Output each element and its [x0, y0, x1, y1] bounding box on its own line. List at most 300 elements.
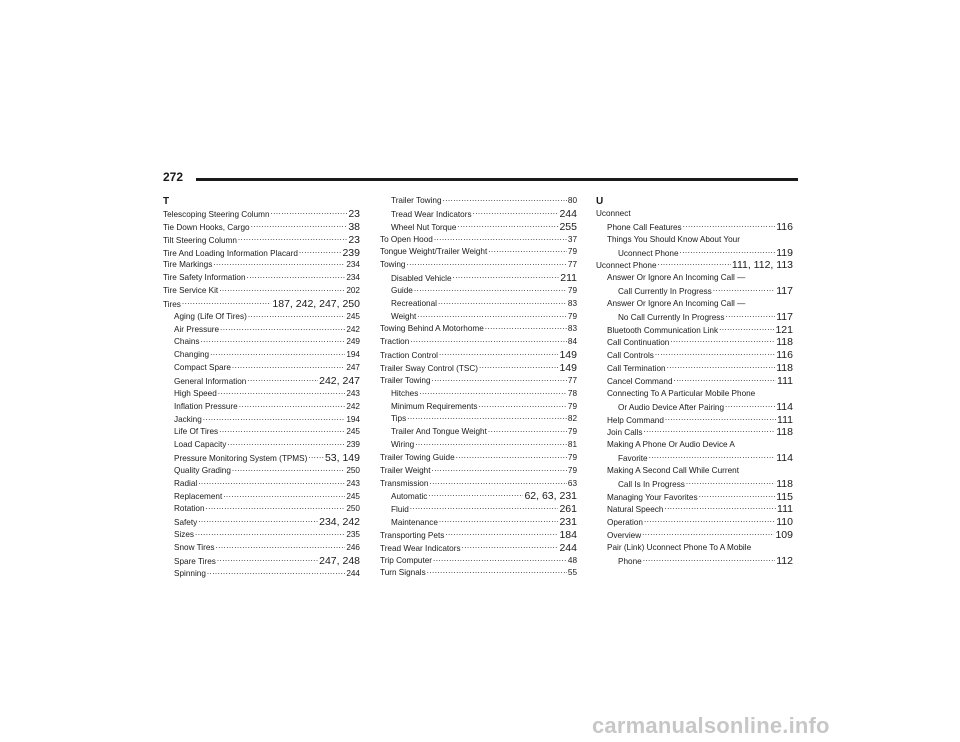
- index-subentry: [163, 388, 360, 401]
- entry-page-numbers: 244: [346, 568, 360, 578]
- dot-leader: [649, 452, 776, 465]
- entry-page-numbers: 234, 242: [319, 516, 360, 529]
- index-subentry: [596, 414, 793, 427]
- entry-page-numbers: 111: [777, 413, 793, 426]
- entry-term: Minimum Requirements: [391, 401, 478, 411]
- dot-leader: [407, 259, 567, 272]
- entry-term: Making A Second Call While Current: [607, 465, 739, 475]
- index-entry: [380, 555, 577, 568]
- dot-leader: [415, 439, 567, 452]
- entry-term: Tongue Weight/Trailer Weight: [380, 247, 488, 257]
- entry-page-numbers: 81: [567, 440, 577, 450]
- entry-page-numbers: 117: [776, 310, 793, 323]
- index-subentry: [163, 324, 360, 337]
- entry-term: Turn Signals: [380, 568, 426, 578]
- entry-term: Rotation: [174, 504, 205, 514]
- index-subentry: [163, 465, 360, 478]
- index-subentry-continuation: [596, 401, 793, 414]
- dot-leader: [407, 413, 567, 426]
- entry-page-numbers: 79: [567, 452, 577, 462]
- index-subentry: [596, 529, 793, 542]
- index-subentry: [596, 324, 793, 337]
- dot-leader: [247, 375, 318, 388]
- entry-page-numbers: 84: [567, 337, 577, 347]
- index-subentry: [380, 195, 577, 208]
- entry-page-numbers: 83: [567, 324, 577, 334]
- index-entry: [380, 529, 577, 542]
- dot-leader: [457, 221, 558, 234]
- index-subentry: [163, 529, 360, 542]
- entry-term: Trip Computer: [380, 555, 433, 565]
- entry-term: Trailer Sway Control (TSC): [380, 363, 478, 373]
- entry-term: Natural Speech: [607, 505, 664, 515]
- entry-term: Jacking: [174, 414, 202, 424]
- index-subentry: [380, 221, 577, 234]
- index-entry: [163, 298, 360, 311]
- entry-page-numbers: 249: [346, 337, 360, 347]
- index-subentry: [380, 311, 577, 324]
- index-entry: [380, 234, 577, 247]
- entry-term: Radial: [174, 478, 198, 488]
- index-entry: [163, 272, 360, 285]
- entry-term: Safety: [174, 518, 198, 528]
- dot-leader: [308, 452, 324, 465]
- dot-leader: [198, 478, 345, 491]
- dot-leader: [665, 414, 776, 427]
- index-subentry: [596, 426, 793, 439]
- entry-term: Tread Wear Indicators: [391, 209, 472, 219]
- entry-page-numbers: 79: [567, 247, 577, 257]
- index-subentry: [163, 439, 360, 452]
- dot-leader: [239, 401, 346, 414]
- entry-page-numbers: 118: [776, 426, 793, 439]
- entry-page-numbers: 242, 247: [319, 374, 360, 387]
- index-entry: [380, 349, 577, 362]
- dot-leader: [227, 439, 345, 452]
- entry-page-numbers: 79: [567, 285, 577, 295]
- entry-page-numbers: 149: [559, 361, 577, 374]
- entry-page-numbers: 37: [567, 234, 577, 244]
- dot-leader: [201, 336, 346, 349]
- dot-leader: [488, 426, 567, 439]
- entry-page-numbers: 118: [776, 336, 793, 349]
- index-entry: [380, 246, 577, 259]
- index-subentry: [380, 516, 577, 529]
- index-subentry: [163, 362, 360, 375]
- entry-term: Call Is In Progress: [618, 479, 685, 489]
- dot-leader: [683, 221, 776, 234]
- entry-page-numbers: 242: [346, 324, 360, 334]
- dot-leader: [220, 324, 345, 337]
- dot-leader: [410, 503, 559, 516]
- index-subentry: [380, 388, 577, 401]
- entry-page-numbers: 239: [346, 440, 360, 450]
- index-entry: [596, 259, 793, 272]
- index-subentry: [596, 491, 793, 504]
- dot-leader: [247, 272, 346, 285]
- index-subentry: [596, 388, 793, 401]
- entry-term: Join Calls: [607, 428, 643, 438]
- entry-term: Transporting Pets: [380, 530, 445, 540]
- entry-page-numbers: 79: [567, 465, 577, 475]
- entry-term: Inflation Pressure: [174, 401, 238, 411]
- dot-leader: [213, 259, 345, 272]
- dot-leader: [658, 259, 731, 272]
- entry-page-numbers: 112: [776, 554, 793, 567]
- dot-leader: [195, 529, 345, 542]
- entry-page-numbers: 246: [346, 542, 360, 552]
- index-subentry: [596, 336, 793, 349]
- index-entry: [380, 542, 577, 555]
- index-subentry-continuation: [596, 478, 793, 491]
- entry-term: Phone: [618, 556, 642, 566]
- dot-leader: [218, 388, 346, 401]
- entry-page-numbers: 79: [567, 311, 577, 321]
- entry-page-numbers: 244: [559, 541, 577, 554]
- index-subentry-continuation: [596, 452, 793, 465]
- entry-term: To Open Hood: [380, 234, 433, 244]
- entry-term: Hitches: [391, 388, 419, 398]
- index-subentry: [596, 362, 793, 375]
- entry-term: Tips: [391, 414, 407, 424]
- dot-leader: [232, 465, 345, 478]
- entry-term: Wiring: [391, 440, 415, 450]
- index-subentry: [163, 491, 360, 504]
- dot-leader: [428, 490, 523, 503]
- entry-page-numbers: 255: [559, 220, 577, 233]
- dot-leader: [223, 491, 345, 504]
- entry-term: Tire And Loading Information Placard: [163, 248, 298, 258]
- dot-leader: [644, 426, 776, 439]
- dot-leader: [271, 208, 348, 221]
- entry-page-numbers: 23: [348, 233, 360, 246]
- dot-leader: [232, 362, 345, 375]
- entry-term: Tire Markings: [163, 260, 213, 270]
- entry-term: Tire Service Kit: [163, 286, 219, 296]
- entry-term: Call Controls: [607, 351, 654, 361]
- index-subentry-continuation: [596, 247, 793, 260]
- dot-leader: [217, 555, 318, 568]
- index-entry: [163, 221, 360, 234]
- entry-page-numbers: 115: [776, 490, 793, 503]
- dot-leader: [478, 401, 566, 414]
- entry-page-numbers: 79: [567, 427, 577, 437]
- index-letter-heading: U: [596, 196, 604, 207]
- entry-page-numbers: 80: [567, 196, 577, 205]
- entry-term: Uconnect Phone: [596, 261, 657, 271]
- dot-leader: [443, 195, 567, 208]
- index-entry: [163, 259, 360, 272]
- dot-leader: [429, 478, 567, 491]
- index-subentry: [596, 542, 793, 555]
- entry-term: Overview: [607, 531, 642, 541]
- dot-leader: [686, 478, 775, 491]
- index-subentry: [163, 414, 360, 427]
- index-subentry: [163, 478, 360, 491]
- header-rule: [196, 178, 798, 181]
- index-subentry: [596, 272, 793, 285]
- entry-page-numbers: 53, 149: [324, 452, 360, 465]
- entry-page-numbers: 82: [567, 414, 577, 424]
- entry-term: Phone Call Features: [607, 222, 682, 232]
- entry-page-numbers: 23: [348, 208, 360, 220]
- entry-term: Towing Behind A Motorhome: [380, 324, 484, 334]
- entry-page-numbers: 242: [346, 401, 360, 411]
- entry-page-numbers: 62, 63, 231: [524, 490, 577, 503]
- index-subentry: [163, 555, 360, 568]
- entry-term: Uconnect Phone: [618, 248, 679, 258]
- dot-leader: [299, 247, 342, 260]
- entry-page-numbers: 111: [777, 503, 793, 516]
- dot-leader: [664, 503, 776, 516]
- index-subentry: [596, 349, 793, 362]
- index-subentry: [596, 298, 793, 311]
- index-subentry: [380, 426, 577, 439]
- index-subentry: [163, 349, 360, 362]
- index-entry: [380, 259, 577, 272]
- entry-term: Traction: [380, 337, 410, 347]
- entry-page-numbers: 117: [776, 285, 793, 298]
- index-entry: [380, 452, 577, 465]
- entry-page-numbers: 77: [567, 375, 577, 385]
- entry-term: Telescoping Steering Column: [163, 210, 270, 219]
- dot-leader: [251, 221, 348, 234]
- entry-term: Trailer Towing: [391, 196, 442, 205]
- entry-term: Load Capacity: [174, 440, 227, 450]
- entry-page-numbers: 194: [346, 350, 360, 360]
- entry-term: Things You Should Know About Your: [607, 234, 740, 244]
- index-subentry: [380, 439, 577, 452]
- entry-page-numbers: 245: [346, 491, 360, 501]
- entry-page-numbers: 245: [346, 311, 360, 321]
- entry-term: Automatic: [391, 492, 428, 502]
- entry-term: Help Command: [607, 415, 664, 425]
- entry-page-numbers: 63: [567, 478, 577, 488]
- entry-page-numbers: 109: [775, 529, 793, 542]
- dot-leader: [432, 375, 567, 388]
- entry-page-numbers: 149: [559, 349, 577, 362]
- index-subentry: [163, 311, 360, 324]
- dot-leader: [456, 452, 567, 465]
- page-number: 272: [163, 170, 184, 184]
- index-subentry: [163, 375, 360, 388]
- entry-term: Trailer Towing: [380, 375, 431, 385]
- index-column-1: [163, 195, 360, 580]
- index-entry: [380, 465, 577, 478]
- entry-page-numbers: 187, 242, 247, 250: [272, 297, 360, 310]
- index-entry: [163, 208, 360, 221]
- index-subentry: [380, 503, 577, 516]
- index-subentry: [163, 568, 360, 581]
- index-subentry: [380, 401, 577, 414]
- entry-term: Transmission: [380, 478, 429, 488]
- entry-page-numbers: 250: [346, 465, 360, 475]
- entry-page-numbers: 245: [346, 427, 360, 437]
- index-subentry: [380, 285, 577, 298]
- dot-leader: [219, 426, 345, 439]
- entry-term: Spinning: [174, 568, 206, 578]
- dot-leader: [680, 247, 776, 260]
- index-subentry: [380, 298, 577, 311]
- entry-page-numbers: 234: [346, 273, 360, 283]
- entry-page-numbers: 184: [559, 528, 577, 541]
- entry-term: Answer Or Ignore An Incoming Call —: [607, 273, 746, 283]
- entry-term: Connecting To A Particular Mobile Phone: [607, 388, 756, 398]
- entry-term: Call Termination: [607, 364, 666, 374]
- entry-term: Operation: [607, 518, 643, 528]
- entry-page-numbers: 239: [342, 246, 360, 259]
- dot-leader: [248, 311, 346, 324]
- entry-page-numbers: 83: [567, 298, 577, 308]
- index-subentry: [380, 413, 577, 426]
- dot-leader: [427, 567, 567, 580]
- entry-page-numbers: 243: [346, 478, 360, 488]
- dot-leader: [713, 285, 776, 298]
- index-entry: [380, 375, 577, 388]
- entry-page-numbers: 110: [776, 516, 793, 529]
- entry-page-numbers: 116: [776, 349, 793, 362]
- index-subentry: [596, 439, 793, 452]
- dot-leader: [674, 375, 777, 388]
- index-subentry: [163, 336, 360, 349]
- index-entry: [380, 323, 577, 336]
- entry-term: Trailer And Tongue Weight: [391, 427, 487, 437]
- entry-page-numbers: 114: [776, 452, 793, 465]
- entry-page-numbers: 244: [559, 207, 577, 220]
- index-subentry: [380, 490, 577, 503]
- entry-term: Compact Spare: [174, 363, 231, 373]
- entry-term: Traction Control: [380, 351, 438, 361]
- dot-leader: [488, 246, 567, 259]
- entry-term: Wheel Nut Torque: [391, 222, 457, 232]
- entry-term: Or Audio Device After Pairing: [618, 402, 725, 412]
- index-subentry: [163, 503, 360, 516]
- entry-term: High Speed: [174, 388, 217, 398]
- index-subentry-continuation: [596, 555, 793, 568]
- index-subentry: [596, 221, 793, 234]
- index-column-2: [380, 195, 577, 580]
- entry-term: Quality Grading: [174, 465, 231, 475]
- entry-page-numbers: 77: [567, 260, 577, 270]
- entry-term: Making A Phone Or Audio Device A: [607, 440, 735, 450]
- dot-leader: [479, 362, 559, 375]
- entry-term: Snow Tires: [174, 542, 215, 552]
- index-entry: [596, 208, 793, 221]
- dot-leader: [414, 285, 567, 298]
- entry-term: Tilt Steering Column: [163, 235, 237, 245]
- index-subentry-continuation: [596, 311, 793, 324]
- dot-leader: [417, 311, 567, 324]
- index-entry: [163, 234, 360, 247]
- entry-page-numbers: 48: [567, 555, 577, 565]
- entry-term: Recreational: [391, 298, 437, 308]
- entry-term: Chains: [174, 337, 200, 347]
- entry-term: Air Pressure: [174, 324, 220, 334]
- index-subentry-continuation: [596, 285, 793, 298]
- dot-leader: [643, 555, 776, 568]
- entry-term: Uconnect: [596, 209, 631, 218]
- entry-term: Aging (Life Of Tires): [174, 311, 247, 321]
- dot-leader: [473, 208, 559, 221]
- index-subentry: [163, 426, 360, 439]
- entry-page-numbers: 261: [559, 503, 577, 516]
- index-entry: [380, 362, 577, 375]
- dot-leader: [485, 323, 567, 336]
- entry-term: Call Currently In Progress: [618, 287, 712, 297]
- dot-leader: [655, 349, 775, 362]
- dot-leader: [216, 542, 346, 555]
- dot-leader: [642, 529, 774, 542]
- entry-term: Pair (Link) Uconnect Phone To A Mobile: [607, 542, 752, 552]
- index-letter-heading: T: [163, 196, 170, 207]
- entry-page-numbers: 247, 248: [319, 554, 360, 567]
- entry-page-numbers: 243: [346, 388, 360, 398]
- entry-page-numbers: 121: [775, 323, 793, 336]
- entry-term: Call Continuation: [607, 338, 670, 348]
- dot-leader: [238, 234, 347, 247]
- watermark: carmanualsonline.info: [592, 713, 830, 738]
- entry-term: Answer Or Ignore An Incoming Call —: [607, 298, 746, 308]
- entry-term: Bluetooth Communication Link: [607, 325, 719, 335]
- entry-page-numbers: 116: [776, 220, 793, 233]
- entry-term: Tread Wear Indicators: [380, 543, 461, 553]
- index-subentry: [163, 452, 360, 465]
- entry-term: Changing: [174, 350, 210, 360]
- index-entry: [380, 336, 577, 349]
- entry-page-numbers: 202: [346, 286, 360, 296]
- index-subentry: [596, 516, 793, 529]
- dot-leader: [434, 234, 567, 247]
- entry-page-numbers: 234: [346, 260, 360, 270]
- entry-page-numbers: 250: [346, 504, 360, 514]
- dot-leader: [203, 414, 346, 427]
- dot-leader: [725, 311, 775, 324]
- dot-leader: [462, 542, 559, 555]
- dot-leader: [438, 298, 567, 311]
- entry-page-numbers: 194: [346, 414, 360, 424]
- entry-term: Spare Tires: [174, 556, 216, 566]
- index-subentry: [596, 503, 793, 516]
- index-column-3: [596, 195, 793, 568]
- dot-leader: [210, 349, 345, 362]
- dot-leader: [410, 336, 567, 349]
- entry-term: Trailer Towing Guide: [380, 452, 455, 462]
- entry-term: Trailer Weight: [380, 465, 431, 475]
- dot-leader: [219, 285, 345, 298]
- entry-term: Managing Your Favorites: [607, 492, 698, 502]
- entry-term: Favorite: [618, 454, 648, 464]
- entry-page-numbers: 111: [777, 374, 793, 387]
- entry-term: Tie Down Hooks, Cargo: [163, 222, 250, 232]
- entry-page-numbers: 119: [776, 246, 793, 259]
- dot-leader: [439, 516, 559, 529]
- index-subentry: [163, 542, 360, 555]
- dot-leader: [432, 465, 567, 478]
- entry-term: General Information: [174, 376, 247, 386]
- entry-page-numbers: 118: [776, 362, 793, 375]
- dot-leader: [207, 568, 345, 581]
- entry-term: Replacement: [174, 491, 223, 501]
- entry-page-numbers: 247: [346, 363, 360, 373]
- dot-leader: [644, 516, 775, 529]
- index-entry: [380, 567, 577, 580]
- dot-leader: [198, 516, 318, 529]
- dot-leader: [725, 401, 775, 414]
- dot-leader: [433, 555, 567, 568]
- index-entry: [163, 247, 360, 260]
- index-subentry: [596, 234, 793, 247]
- entry-term: Tire Safety Information: [163, 273, 246, 283]
